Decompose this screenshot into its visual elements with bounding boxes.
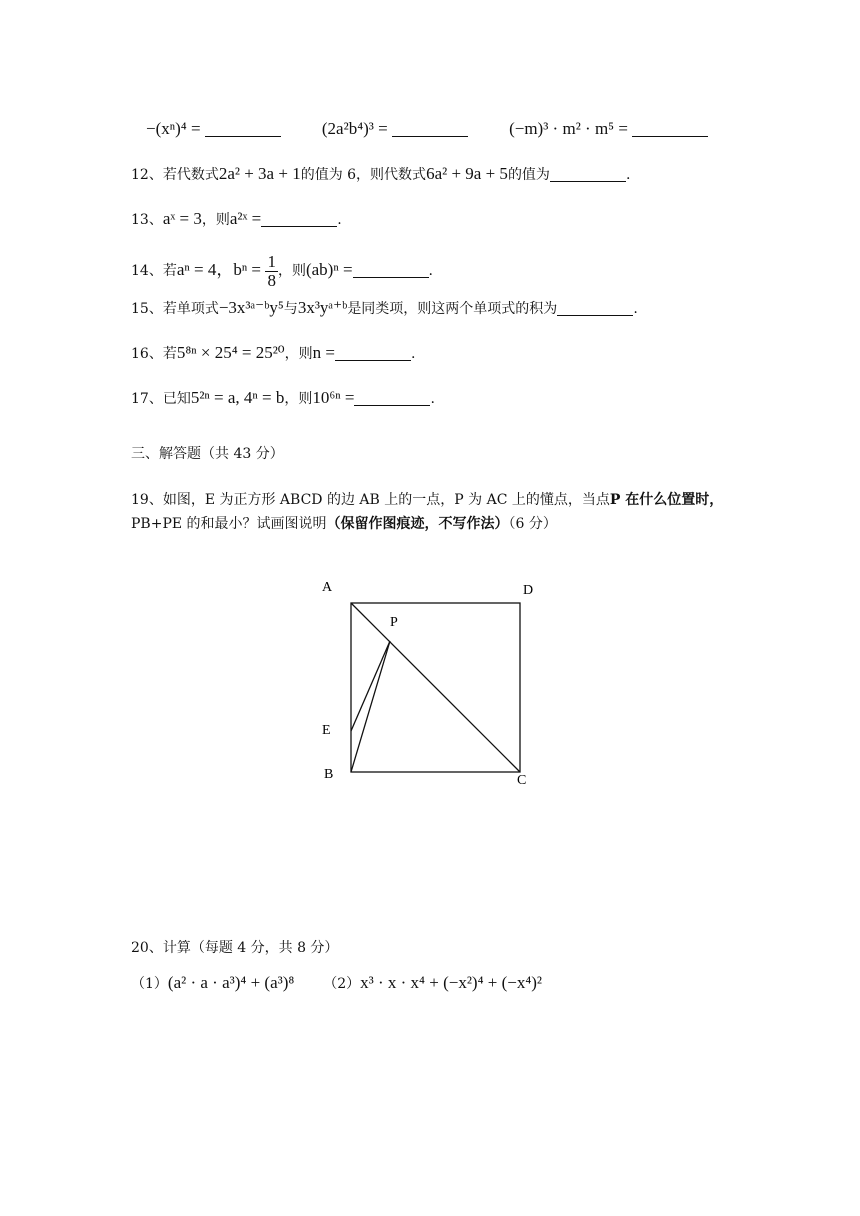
q15-expr2: 3x³yᵃ⁺ᵇ — [297, 298, 348, 317]
q14-frac-den: 8 — [267, 270, 276, 290]
label-d: D — [523, 583, 534, 598]
q12-expr1: 2a² + 3a + 1 — [218, 164, 301, 183]
q17-mid: ，则 — [284, 391, 313, 407]
q12-expr2: 6a² + 9a + 5 — [426, 164, 508, 183]
q19-line2-text: PB+PE 的和最小？试画图说明 — [131, 516, 327, 532]
q19-line1-text: 19、如图，E 为正方形 ABCD 的边 AB 上的一点，P 为 AC 上的懂点，当点 — [131, 492, 610, 508]
q13-end: . — [337, 212, 342, 228]
q20-p1-expr: (a² · a · a³)⁴ + (a³)⁸ — [167, 973, 295, 992]
q17-expr2: 10⁶ⁿ = — [312, 388, 355, 407]
q15-post: 是同类项，则这两个单项式的积为 — [347, 301, 558, 317]
q14-mid: ，则 — [277, 263, 306, 279]
segment-pe — [351, 641, 390, 731]
q15-mid: 与 — [283, 301, 298, 317]
label-c: C — [517, 773, 527, 788]
q16-pre: 16、若 — [131, 346, 177, 362]
segment-pb — [351, 641, 390, 772]
label-p: P — [390, 615, 398, 630]
q15-expr1: −3x³ᵃ⁻ᵇy⁵ — [218, 298, 284, 317]
q20-p2-label: （2） — [323, 976, 361, 992]
q14-pre: 14、若 — [131, 263, 177, 279]
q13-expr2: a²ˣ = — [229, 209, 262, 228]
q20-title: 20、计算（每题 4 分，共 8 分） — [131, 940, 339, 956]
label-a: A — [322, 580, 333, 595]
q14-expr1: aⁿ = 4，bⁿ = — [176, 260, 262, 279]
q13-mid: ，则 — [201, 212, 230, 228]
label-e: E — [322, 723, 331, 738]
q17-end: . — [430, 391, 435, 407]
q20-p1-label: （1） — [131, 976, 168, 992]
section3-title: 三、解答题（共 43 分） — [131, 446, 284, 462]
q14-end: . — [428, 263, 433, 279]
q11-expr3: (−m)³ · m² · m⁵ = — [509, 119, 628, 138]
q19-line2-bold: （保留作图痕迹，不写作法） — [326, 516, 509, 532]
q15-end: . — [633, 301, 638, 317]
q12-post: 的值为 — [507, 167, 550, 183]
q16-mid: ，则 — [284, 346, 313, 362]
q16-expr2: n = — [312, 343, 335, 362]
q17-expr1: 5²ⁿ = a, 4ⁿ = b — [190, 388, 285, 407]
q15-pre: 15、若单项式 — [131, 301, 219, 317]
q12-pre: 12、若代数式 — [131, 167, 219, 183]
q13-expr1: aˣ = 3 — [162, 209, 202, 228]
q17-pre: 17、已知 — [131, 391, 191, 407]
q19-line1-bold: P 在什么位置时， — [609, 492, 724, 508]
q14-frac-num: 1 — [267, 251, 276, 271]
q16-end: . — [410, 346, 416, 362]
q12-end: . — [625, 167, 631, 183]
q13-pre: 13、 — [131, 212, 163, 228]
q20-p2-expr: x³ · x · x⁴ + (−x²)⁴ + (−x⁴)² — [360, 973, 543, 992]
q19-line2-score: （6 分） — [508, 516, 557, 532]
q14-expr2: (ab)ⁿ = — [305, 260, 353, 279]
q16-expr1: 5⁸ⁿ × 25⁴ = 25²⁰ — [176, 343, 285, 362]
q20-parts — [131, 973, 542, 994]
q11-expr2: (2a²b⁴)³ = — [321, 119, 388, 138]
q12-mid: 的值为 6，则代数式 — [300, 167, 427, 183]
q11-expr1: −(xⁿ)⁴ = — [146, 119, 201, 138]
label-b: B — [324, 767, 334, 782]
